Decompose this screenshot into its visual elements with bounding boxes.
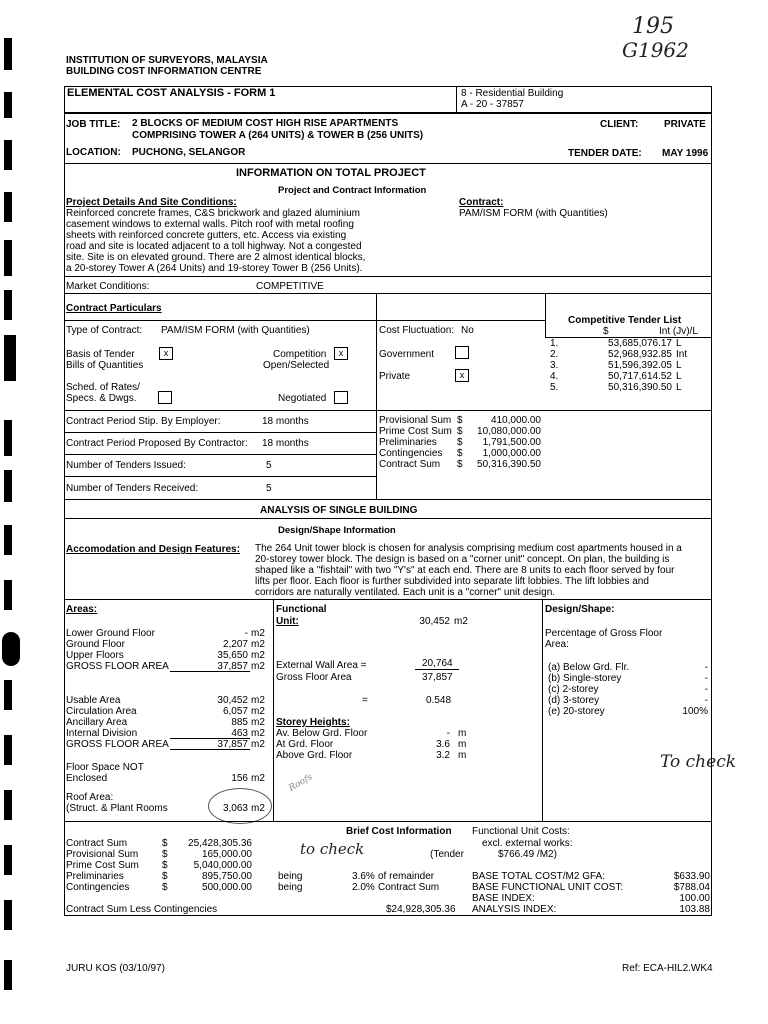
details-line: Reinforced concrete frames, C&S brickwork and glazed aluminium	[66, 208, 361, 219]
areas-heading: Areas:	[66, 604, 98, 615]
height-unit: m	[458, 739, 467, 750]
section-title-total-project: INFORMATION ON TOTAL PROJECT	[236, 167, 426, 179]
market-conditions-label: Market Conditions:	[66, 281, 150, 292]
functional-unit-costs-label: Functional Unit Costs:	[472, 826, 570, 837]
handwritten-circle	[208, 788, 272, 824]
height-label: At Grd. Floor	[276, 739, 334, 750]
height-value: -	[446, 728, 450, 739]
binder-mark	[4, 290, 12, 320]
roof-area-label: Roof Area:	[66, 792, 114, 803]
area-unit: m2	[251, 717, 265, 728]
centre-name: BUILDING COST INFORMATION CENTRE	[66, 66, 262, 77]
brief-currency: $	[162, 882, 168, 893]
tender-no: 4.	[550, 371, 559, 382]
binder-mark	[4, 900, 12, 930]
open-selected-label: Open/Selected	[263, 360, 330, 371]
handwritten-page-number: 195	[632, 14, 674, 39]
negotiated-checkbox[interactable]	[334, 391, 348, 404]
brief-value: 25,428,305.36	[188, 838, 252, 849]
area-value: -	[244, 628, 248, 639]
tender-list-title: Competitive Tender List	[568, 315, 682, 326]
area-unit: m2	[251, 695, 265, 706]
functional-unit-cost-value: $766.49 /M2)	[498, 849, 557, 860]
height-label: Above Grd. Floor	[276, 750, 353, 761]
section-title-single-building: ANALYSIS OF SINGLE BUILDING	[260, 505, 418, 516]
institution-name: INSTITUTION OF SURVEYORS, MALAYSIA	[66, 55, 268, 66]
binder-mark	[4, 140, 12, 170]
brief-value: 500,000.00	[201, 882, 252, 893]
design-label: (d) 3-storey	[548, 695, 600, 706]
height-unit: m	[458, 750, 467, 761]
period-contractor-value: 18 months	[262, 438, 309, 449]
sum-value: 1,791,500.00	[482, 437, 541, 448]
competition-checkbox[interactable]: x	[334, 347, 348, 360]
gross-floor-area-label: Gross Floor Area	[276, 672, 352, 683]
area-label: GROSS FLOOR AREA	[66, 661, 169, 672]
tenders-received-label: Number of Tenders Received:	[66, 483, 199, 494]
area-label: Usable Area	[66, 695, 121, 706]
tender-no: 5.	[550, 382, 559, 393]
tenders-received-value: 5	[266, 483, 272, 494]
tender-type: L	[676, 360, 682, 371]
binder-mark	[4, 335, 16, 381]
area-label: Ancillary Area	[66, 717, 128, 728]
contract-sum-less-label: Contract Sum Less Contingencies	[66, 904, 218, 915]
cost-fluctuation-label: Cost Fluctuation:	[379, 325, 455, 336]
binder-mark	[4, 525, 12, 555]
tender-value: 51,596,392.05	[608, 360, 672, 371]
binder-mark	[2, 632, 20, 666]
brief-value: 895,750.00	[201, 871, 252, 882]
area-label: Lower Ground Floor	[66, 628, 155, 639]
area-value: 885	[231, 717, 248, 728]
form-code-1: 8 - Residential Building	[461, 88, 564, 99]
sum-label: Preliminaries	[379, 437, 437, 448]
contract-sum-word: Contract Sum	[378, 882, 440, 893]
area-label: Upper Floors	[66, 650, 124, 661]
tenders-issued-value: 5	[266, 460, 272, 471]
form-title: ELEMENTAL COST ANALYSIS - FORM 1	[67, 87, 276, 99]
floor-space-unit: m2	[251, 773, 265, 784]
location-value: PUCHONG, SELANGOR	[132, 147, 246, 158]
type-of-contract-value: PAM/ISM FORM (with Quantities)	[161, 325, 310, 336]
brief-cost-heading: Brief Cost Information	[346, 826, 452, 837]
contract-particulars-heading: Contract Particulars	[66, 303, 162, 314]
government-label: Government	[379, 349, 435, 360]
design-shape-heading: Design/Shape:	[545, 604, 615, 615]
tender-date-label: TENDER DATE:	[568, 148, 642, 159]
client-value: PRIVATE	[664, 119, 706, 130]
tender-no: 2.	[550, 349, 559, 360]
design-label: (c) 2-storey	[548, 684, 599, 695]
brief-currency: $	[162, 849, 168, 860]
binder-mark	[4, 960, 12, 990]
period-employer-value: 18 months	[262, 416, 309, 427]
floor-space-value: 156	[231, 773, 248, 784]
accommodation-text	[255, 543, 682, 598]
project-details-text	[66, 208, 365, 274]
area-value: 37,857	[217, 661, 248, 672]
enclosed-label: Enclosed	[66, 773, 108, 784]
area-label: Ground Floor	[66, 639, 125, 650]
basis-of-tender-label: Basis of Tender	[66, 349, 135, 360]
brief-currency: $	[162, 871, 168, 882]
brief-label: Prime Cost Sum	[66, 860, 139, 871]
functional-unit-value: 30,452	[419, 616, 450, 627]
footer-left: JURU KOS (03/10/97)	[66, 963, 165, 974]
binder-mark	[4, 192, 12, 222]
contract-sum-less-value: $24,928,305.36	[386, 904, 456, 915]
sum-label: Contingencies	[379, 448, 443, 459]
sched-rates-checkbox[interactable]	[158, 391, 172, 404]
brief-label: Contingencies	[66, 882, 130, 893]
percentage-gfa-label: Percentage of Gross Floor	[545, 628, 663, 639]
area-unit: m2	[251, 739, 265, 750]
handwritten-roof-note: Roofs	[287, 772, 315, 794]
area-value: 6,057	[222, 706, 248, 717]
sum-value: 50,316,390.50	[477, 459, 541, 470]
period-employer-label: Contract Period Stip. By Employer:	[66, 416, 221, 427]
sum-line	[170, 738, 250, 739]
area-value: 2,207	[222, 639, 248, 650]
tender-type: L	[676, 338, 682, 349]
area-value: 30,452	[217, 695, 248, 706]
ratio-equals: =	[362, 695, 368, 706]
area-unit: m2	[251, 728, 265, 739]
contract-heading: Contract:	[459, 197, 504, 208]
base-value: $633.90	[673, 871, 710, 882]
private-label: Private	[379, 371, 411, 382]
details-line: a 20-storey Tower A (264 Units) and 19-storey Tower B (256 Units).	[66, 263, 363, 274]
binder-mark	[4, 420, 12, 456]
accom-line: shaped like a "fishtail" with two "Y's" at each end. There are 8 units to each floor served by four	[255, 565, 675, 576]
sum-value: 410,000.00	[490, 415, 541, 426]
storey-heights-heading: Storey Heights:	[276, 717, 350, 728]
sum-label: Prime Cost Sum	[379, 426, 452, 437]
market-conditions-value: COMPETITIVE	[256, 281, 324, 292]
tender-type: Int	[676, 349, 688, 360]
area-unit: m2	[251, 706, 265, 717]
gross-floor-area-value: 37,857	[422, 672, 453, 683]
tender-type: L	[676, 382, 682, 393]
sum-value: 1,000,000.00	[482, 448, 541, 459]
job-title-label: JOB TITLE:	[66, 119, 121, 130]
accom-line: lifts per floor. Each floor is further subdivided into separate lift lobbies. The lift lobbies and	[255, 576, 649, 587]
footer-ref: Ref: ECA-HIL2.WK4	[622, 963, 713, 974]
tender-note: (Tender	[430, 849, 464, 860]
base-value: 100.00	[679, 893, 710, 904]
competition-label: Competition	[273, 349, 327, 360]
project-details-heading: Project Details And Site Conditions:	[66, 197, 237, 208]
area-label: Internal Division	[66, 728, 138, 739]
details-line: casement windows to external walls. Pitch roof with metal roofing	[66, 219, 354, 230]
design-value: -	[704, 662, 708, 673]
government-checkbox[interactable]	[455, 346, 469, 359]
area-label: Area:	[545, 639, 569, 650]
height-unit: m	[458, 728, 467, 739]
tender-value: 52,968,932.85	[608, 349, 672, 360]
accom-line: 20-storey tower block. The design is based on a "corner unit" concept. On plan, the building is	[255, 554, 670, 565]
design-value: 100%	[682, 706, 708, 717]
area-value: 37,857	[217, 739, 248, 750]
height-value: 3.2	[436, 750, 450, 761]
binder-mark	[4, 790, 12, 820]
tender-no: 3.	[550, 360, 559, 371]
external-wall-value: 20,764	[422, 658, 453, 669]
sum-currency: $	[457, 459, 463, 470]
design-shape-subtitle: Design/Shape Information	[278, 525, 396, 536]
pct-contract-sum: 2.0%	[352, 882, 375, 893]
location-label: LOCATION:	[66, 147, 121, 158]
wall-floor-ratio: 0.548	[426, 695, 452, 706]
sum-currency: $	[457, 437, 463, 448]
private-checkbox[interactable]: x	[455, 369, 469, 382]
base-label: BASE TOTAL COST/M2 GFA:	[472, 871, 605, 882]
brief-currency: $	[162, 860, 168, 871]
base-value: $788.04	[673, 882, 710, 893]
base-label: ANALYSIS INDEX:	[472, 904, 557, 915]
handwritten-ref: G1962	[622, 38, 689, 62]
roof-area-value: 3,063	[222, 803, 248, 814]
tender-type: L	[676, 371, 682, 382]
tender-no: 1.	[550, 338, 559, 349]
binder-mark	[4, 240, 12, 276]
brief-value: 5,040,000.00	[193, 860, 252, 871]
base-label: BASE INDEX:	[472, 893, 535, 904]
basis-of-tender-checkbox[interactable]: x	[159, 347, 173, 360]
being-1: being	[278, 871, 303, 882]
design-value: -	[704, 684, 708, 695]
roof-area-unit: m2	[251, 803, 265, 814]
sum-currency: $	[457, 426, 463, 437]
binder-mark	[4, 680, 12, 710]
handwritten-margin-note: To check	[660, 752, 737, 772]
tender-value: 53,685,076.17	[608, 338, 672, 349]
sum-line	[170, 671, 250, 672]
design-label: (b) Single-storey	[548, 673, 622, 684]
tenders-issued-label: Number of Tenders Issued:	[66, 460, 186, 471]
area-unit: m2	[251, 639, 265, 650]
tender-list-col-dollar: $	[603, 326, 609, 337]
sum-line	[170, 749, 250, 750]
base-value: 103.88	[679, 904, 710, 915]
sum-currency: $	[457, 415, 463, 426]
brief-label: Provisional Sum	[66, 849, 139, 860]
area-unit: m2	[251, 628, 265, 639]
cost-fluctuation-value: No	[461, 325, 474, 336]
pct-remainder: 3.6%	[352, 871, 375, 882]
binder-mark	[4, 845, 12, 875]
area-value: 35,650	[217, 650, 248, 661]
period-contractor-label: Contract Period Proposed By Contractor:	[66, 438, 248, 449]
type-of-contract-label: Type of Contract:	[66, 325, 143, 336]
excl-external-works: excl. external works:	[482, 838, 573, 849]
binder-mark	[4, 92, 12, 118]
brief-value: 165,000.00	[201, 849, 252, 860]
external-wall-label: External Wall Area =	[276, 660, 367, 671]
of-remainder: of remainder	[378, 871, 435, 882]
bills-of-quantities-label: Bills of Quantities	[66, 360, 144, 371]
details-line: site. Site is on elevated ground. There are 2 almost identical blocks,	[66, 252, 366, 263]
sum-label: Provisional Sum	[379, 415, 452, 426]
brief-label: Contract Sum	[66, 838, 128, 849]
sum-currency: $	[457, 448, 463, 459]
design-value: -	[704, 695, 708, 706]
tender-list-col-type: Int (Jv)/L	[659, 326, 698, 337]
functional-unit-unit: m2	[454, 616, 468, 627]
area-label: GROSS FLOOR AREA	[66, 739, 169, 750]
area-unit: m2	[251, 661, 265, 672]
binder-mark	[4, 735, 12, 765]
accommodation-heading: Accomodation and Design Features:	[66, 544, 240, 555]
sum-label: Contract Sum	[379, 459, 441, 470]
area-label: Circulation Area	[66, 706, 137, 717]
roof-area-sublabel: (Struct. & Plant Rooms	[66, 803, 168, 814]
base-label: BASE FUNCTIONAL UNIT COST:	[472, 882, 624, 893]
functional-unit-label: Unit:	[276, 616, 299, 627]
contract-value: PAM/ISM FORM (with Quantities)	[459, 208, 608, 219]
functional-heading: Functional	[276, 604, 327, 615]
details-line: sheets with reinforced concrete gutters, etc. Access via existing	[66, 230, 347, 241]
height-value: 3.6	[436, 739, 450, 750]
floor-space-label: Floor Space NOT	[66, 762, 144, 773]
sum-value: 10,080,000.00	[477, 426, 541, 437]
brief-currency: $	[162, 838, 168, 849]
design-value: -	[704, 673, 708, 684]
client-label: CLIENT:	[600, 119, 639, 130]
sched-of-rates-label: Sched. of Rates/	[66, 382, 140, 393]
job-title-line2: COMPRISING TOWER A (264 UNITS) & TOWER B (256 UNITS)	[132, 130, 424, 141]
brief-label: Preliminaries	[66, 871, 124, 882]
accom-line: corridors are naturally ventilated. Each unit is a "corner" unit design.	[255, 587, 556, 598]
specs-dwgs-label: Specs. & Dwgs.	[66, 393, 137, 404]
binder-mark	[4, 470, 12, 502]
binder-mark	[4, 38, 12, 70]
tender-value: 50,316,390.50	[608, 382, 672, 393]
job-title-line1: 2 BLOCKS OF MEDIUM COST HIGH RISE APARTMENTS	[132, 118, 399, 129]
details-line: road and site is located adjacent to a toll highway. Not a congested	[66, 241, 362, 252]
being-2: being	[278, 882, 303, 893]
section-subtitle: Project and Contract Information	[278, 185, 427, 196]
form-code-2: A - 20 - 37857	[461, 99, 524, 110]
area-unit: m2	[251, 650, 265, 661]
area-value: 463	[231, 728, 248, 739]
handwritten-note: to check	[300, 840, 365, 858]
design-label: (e) 20-storey	[548, 706, 605, 717]
accom-line: The 264 Unit tower block is chosen for analysis comprising medium cost apartments housed in a	[255, 543, 682, 554]
tender-value: 50,717,614.52	[608, 371, 672, 382]
height-label: Av. Below Grd. Floor	[276, 728, 368, 739]
design-label: (a) Below Grd. Flr.	[548, 662, 630, 673]
negotiated-label: Negotiated	[278, 393, 327, 404]
binder-mark	[4, 580, 12, 610]
tender-date-value: MAY 1996	[662, 148, 709, 159]
